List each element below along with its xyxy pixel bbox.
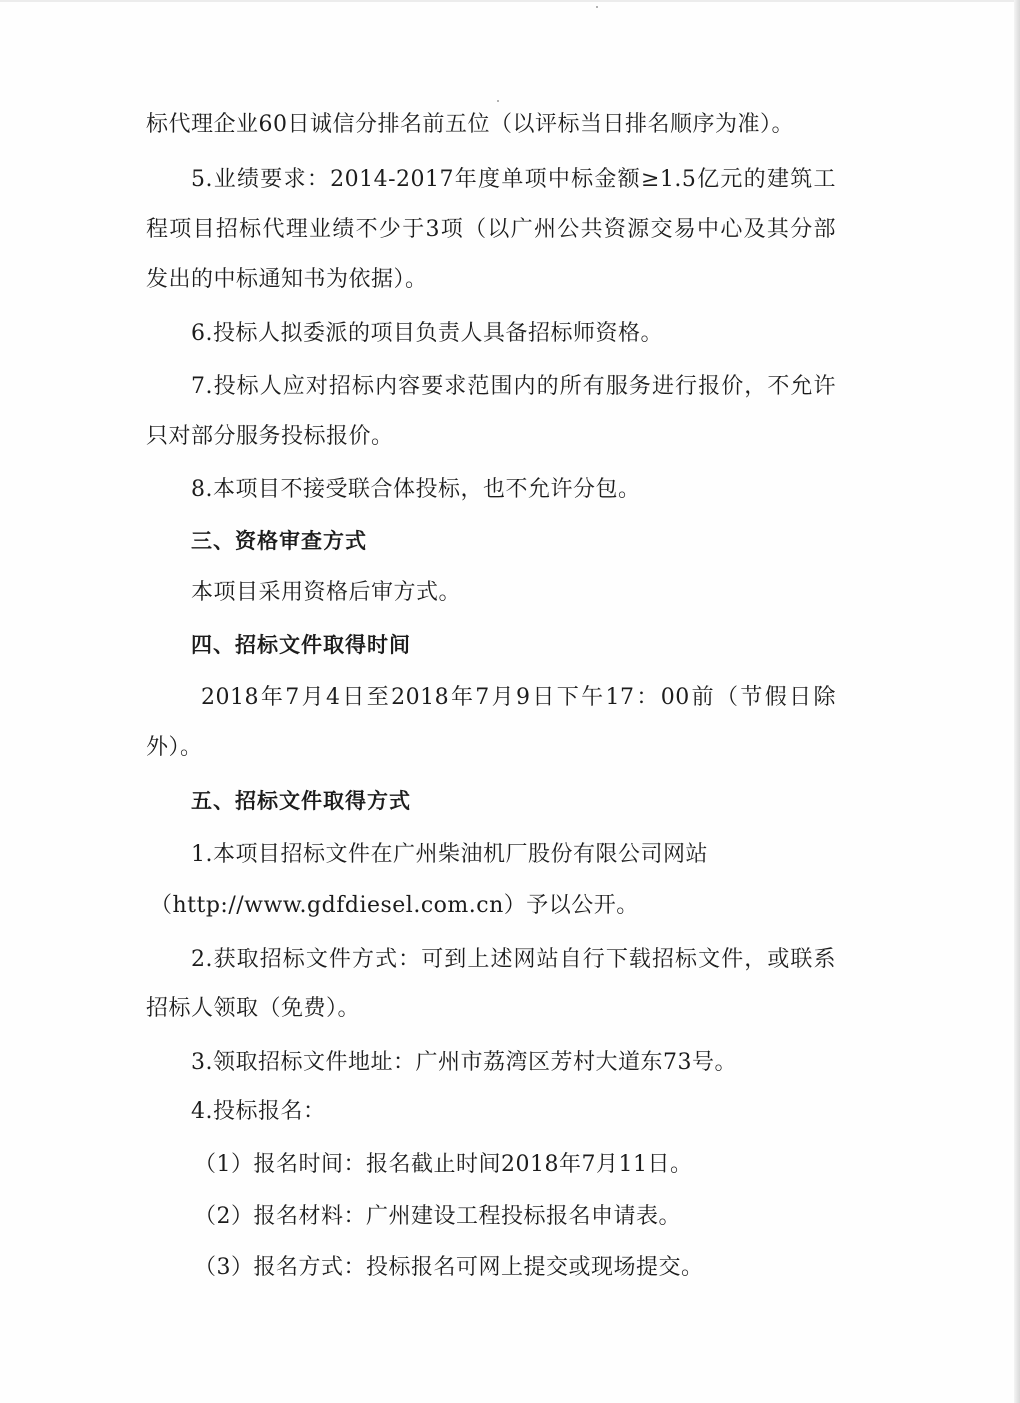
scan-edge-right xyxy=(1014,0,1020,1403)
paragraph-line: 程项目招标代理业绩不少于3项（以广州公共资源交易中心及其分部 xyxy=(146,217,836,242)
paragraph-line: 5.业绩要求：2014-2017年度单项中标金额≥1.5亿元的建筑工 xyxy=(191,167,836,192)
paragraph-line: 7.投标人应对招标内容要求范围内的所有服务进行报价，不允许 xyxy=(191,374,836,399)
paragraph-line: 本项目采用资格后审方式。 xyxy=(191,580,462,605)
scan-edge-top xyxy=(0,0,1020,2)
scan-speck xyxy=(497,100,499,102)
scan-speck xyxy=(596,6,598,8)
paragraph-line: 标代理企业60日诚信分排名前五位（以评标当日排名顺序为准）。 xyxy=(146,112,794,137)
list-item: （1）报名时间：报名截止时间2018年7月11日。 xyxy=(194,1152,693,1177)
paragraph-line: 招标人领取（免费）。 xyxy=(146,996,361,1021)
list-item: （3）报名方式：投标报名可网上提交或现场提交。 xyxy=(194,1255,704,1280)
section-heading: 五、招标文件取得方式 xyxy=(191,789,411,813)
paragraph-line: 3.领取招标文件地址：广州市荔湾区芳村大道东73号。 xyxy=(191,1050,737,1075)
paragraph-line: 4.投标报名： xyxy=(191,1099,326,1124)
paragraph-line: 只对部分服务投标报价。 xyxy=(146,424,394,449)
paragraph-line: 8.本项目不接受联合体投标，也不允许分包。 xyxy=(191,477,641,502)
paragraph-line: 1.本项目招标文件在广州柴油机厂股份有限公司网站 xyxy=(191,842,708,867)
paragraph-line: 2018年7月4日至2018年7月9日下午17：00前（节假日除 xyxy=(201,685,836,710)
url-line: （http://www.gdfdiesel.com.cn）予以公开。 xyxy=(150,893,639,918)
paragraph-line: 2.获取招标文件方式：可到上述网站自行下载招标文件，或联系 xyxy=(191,947,836,972)
list-item: （2）报名材料：广州建设工程投标报名申请表。 xyxy=(194,1204,681,1229)
paragraph-line: 6.投标人拟委派的项目负责人具备招标师资格。 xyxy=(191,321,663,346)
paragraph-line: 外）。 xyxy=(146,735,203,760)
paragraph-line: 发出的中标通知书为依据）。 xyxy=(146,267,428,292)
section-heading: 三、资格审查方式 xyxy=(191,529,367,553)
section-heading: 四、招标文件取得时间 xyxy=(191,633,411,657)
